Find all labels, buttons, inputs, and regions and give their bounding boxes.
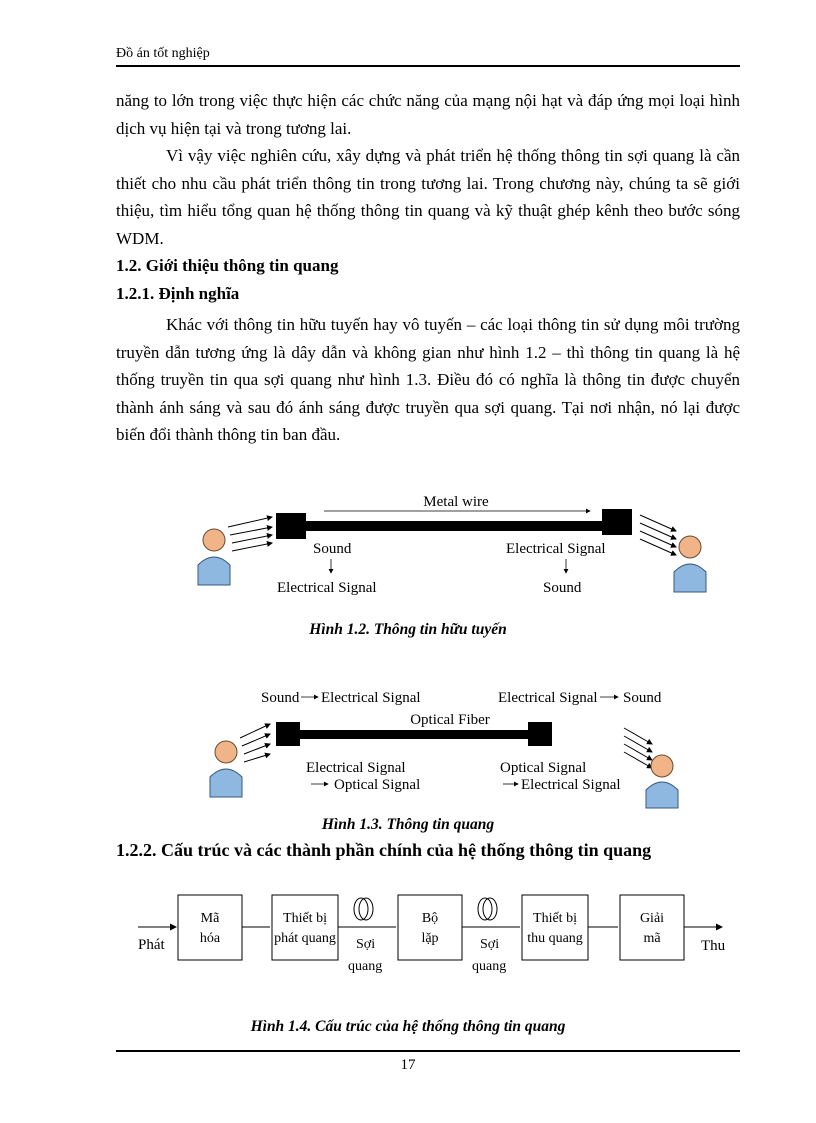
sound-wave-arrows-left <box>240 724 270 762</box>
svg-text:Mã: Mã <box>200 911 220 926</box>
input-label: Phát <box>138 937 165 953</box>
receiver-person-icon <box>646 755 678 808</box>
figure-1-2-caption: Hình 1.2. Thông tin hữu tuyến <box>309 621 507 638</box>
bottom-left-optical-label: Optical Signal <box>334 777 421 793</box>
top-left-sound-label: Sound <box>261 690 300 706</box>
optical-fiber-line <box>300 730 528 739</box>
transducer-right <box>602 509 632 535</box>
top-right-electrical-label: Electrical Signal <box>498 690 598 706</box>
optical-fiber-label: Optical Fiber <box>410 712 490 728</box>
block-decoder <box>620 895 684 960</box>
sender-person-icon <box>210 741 242 797</box>
fiber-label-2-line1: Sợi <box>480 937 500 952</box>
block-repeater <box>398 895 462 960</box>
figure-1-4-caption: Hình 1.4. Cấu trúc của hệ thống thông tin quang <box>250 1018 566 1035</box>
transducer-left <box>276 513 306 539</box>
sound-wave-arrows-right <box>624 728 652 768</box>
transmitter-block <box>276 722 300 746</box>
running-header: Đồ án tốt nghiệp <box>116 46 210 61</box>
figure-wired-communication <box>0 485 816 605</box>
fiber-coil-icon <box>478 898 497 920</box>
bottom-right-optical-label: Optical Signal <box>500 760 587 776</box>
svg-text:Thiết bị: Thiết bị <box>533 911 577 926</box>
fiber-label-2-line2: quang <box>472 959 507 974</box>
left-top-label: Sound <box>313 541 352 557</box>
left-bottom-label: Electrical Signal <box>277 580 377 596</box>
paragraph-3: Khác với thông tin hữu tuyến hay vô tuyến – các loại thông tin sử dụng môi trường truyền dẫn tương ứng là dây dẫn và không gian như hình 1.2 – thì thông tin quang là hệ thống truyền tin qua sợi quang như hình 1.3. Điều đó có nghĩa là thông tin được chuyển thành ánh sáng và sau đó ánh sáng được truyền qua sợi quang. Tại nơi nhận, nó lại được biến đổi thành thông tin ban đầu. <box>116 315 740 445</box>
figure-system-structure <box>0 885 816 985</box>
svg-text:mã: mã <box>643 931 661 946</box>
bottom-right-electrical-label: Electrical Signal <box>521 777 621 793</box>
bottom-left-electrical-label: Electrical Signal <box>306 760 406 776</box>
block-encoder <box>178 895 242 960</box>
section-heading-1-2: 1.2. Giới thiệu thông tin quang <box>116 256 339 275</box>
metal-wire <box>306 521 602 531</box>
svg-text:Thiết bị: Thiết bị <box>283 911 327 926</box>
svg-text:phát quang: phát quang <box>274 931 336 946</box>
receiver-person-icon <box>674 536 706 592</box>
page-number: 17 <box>400 1057 416 1073</box>
paragraph-2: Vì vậy việc nghiên cứu, xây dựng và phát triển hệ thống thông tin sợi quang là cần thiết cho nhu cầu phát triển thông tin trong tương lai. Trong chương này, chúng ta sẽ giới thiệu, tìm hiểu tổng quan hệ thống thông tin quang và kỹ thuật ghép kênh theo bước sóng WDM. <box>116 146 740 248</box>
svg-text:hóa: hóa <box>199 931 221 946</box>
paragraph-1: năng to lớn trong việc thực hiện các chức năng của mạng nội hạt và đáp ứng mọi loại hình dịch vụ hiện tại và trong tương lai. <box>116 91 740 138</box>
right-top-label: Electrical Signal <box>506 541 606 557</box>
section-heading-1-2-1: 1.2.1. Định nghĩa <box>116 284 240 303</box>
sender-person-icon <box>198 529 230 585</box>
fiber-label-1-line1: Sợi <box>356 937 376 952</box>
fiber-label-1-line2: quang <box>348 959 383 974</box>
right-bottom-label: Sound <box>543 580 582 596</box>
footer-rule <box>116 1050 740 1052</box>
fiber-coil-icon <box>354 898 373 920</box>
svg-text:thu quang: thu quang <box>527 931 583 946</box>
sound-wave-arrows-right <box>640 515 676 555</box>
receiver-block <box>528 722 552 746</box>
figure-optical-communication <box>0 682 816 812</box>
svg-text:lặp: lặp <box>421 931 439 946</box>
metal-wire-label: Metal wire <box>423 494 489 510</box>
block-optical-transmitter <box>272 895 338 960</box>
block-optical-receiver <box>522 895 588 960</box>
top-left-electrical-label: Electrical Signal <box>321 690 421 706</box>
sound-wave-arrows-left <box>228 517 272 551</box>
output-label: Thu <box>701 938 726 954</box>
section-heading-1-2-2: 1.2.2. Cấu trúc và các thành phần chính của hệ thống thông tin quang <box>116 840 652 860</box>
svg-text:Giải: Giải <box>639 911 665 926</box>
header-rule <box>116 65 740 67</box>
figure-1-3-caption: Hình 1.3. Thông tin quang <box>321 816 495 833</box>
top-right-sound-label: Sound <box>623 690 662 706</box>
svg-text:Bộ: Bộ <box>421 911 439 926</box>
